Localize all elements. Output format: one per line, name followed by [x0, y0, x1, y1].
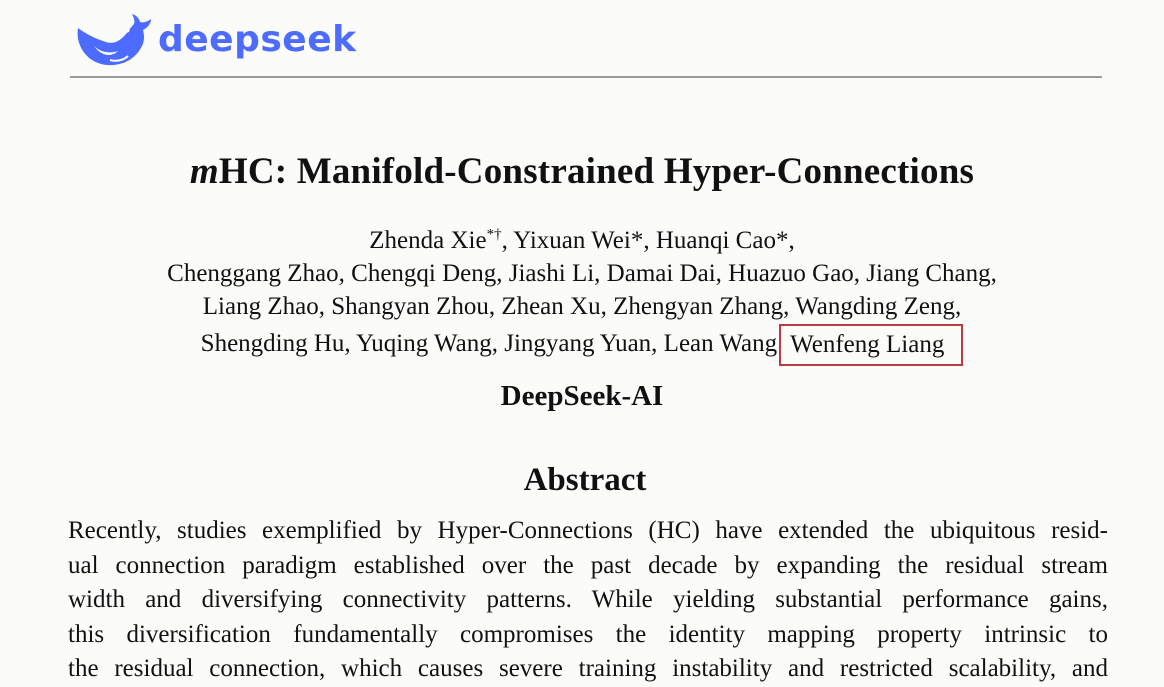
author-name: Huanqi Cao [655, 227, 776, 254]
abstract-body [68, 514, 1108, 687]
author-line-1 [0, 224, 1164, 257]
affiliation: DeepSeek-AI [500, 380, 664, 412]
author-line-4-prefix: Shengding Hu, Yuqing Wang, Jingyang Yuan, Lean Wang [200, 330, 778, 357]
logo-text: deepseek [158, 18, 357, 60]
author-name: Yixuan Wei [513, 227, 631, 254]
author-marks: *† [486, 226, 502, 243]
paper-title [0, 150, 1164, 193]
author-line-4 [0, 323, 1164, 365]
abstract-line: ual connection paradigm established over the past decade by expanding the residual stream [68, 551, 1108, 579]
author-name: Zhenda Xie [369, 227, 487, 254]
author-line-2: Chenggang Zhao, Chengqi Deng, Jiashi Li, Damai Dai, Huazuo Gao, Jiang Chang, [167, 260, 997, 287]
author-separator: *, [630, 227, 656, 254]
title-rest: HC: Manifold-Constrained Hyper-Connections [218, 151, 975, 192]
whale-icon [72, 12, 152, 70]
author-list [0, 224, 1164, 365]
abstract-line: Recently, studies exemplified by Hyper-Connections (HC) have extended the ubiquitous resid- [68, 517, 1108, 544]
author-separator: *, [775, 227, 795, 254]
title-prefix: m [189, 151, 219, 192]
highlighted-author-box: Wenfeng Liang [779, 324, 963, 366]
author-separator: , [501, 227, 514, 254]
author-line-3: Liang Zhao, Shangyan Zhou, Zhean Xu, Zhengyan Zhang, Wangding Zeng, [202, 293, 962, 320]
abstract-line: the residual connection, which causes severe training instability and restricted scalability, and [68, 655, 1108, 682]
header [72, 10, 357, 72]
header-divider [70, 76, 1102, 78]
abstract-line: width and diversifying connectivity patterns. While yielding substantial performance gains, [68, 586, 1108, 613]
abstract-heading: Abstract [523, 462, 647, 498]
abstract-line: this diversification fundamentally compromises the identity mapping property intrinsic to [68, 620, 1108, 648]
